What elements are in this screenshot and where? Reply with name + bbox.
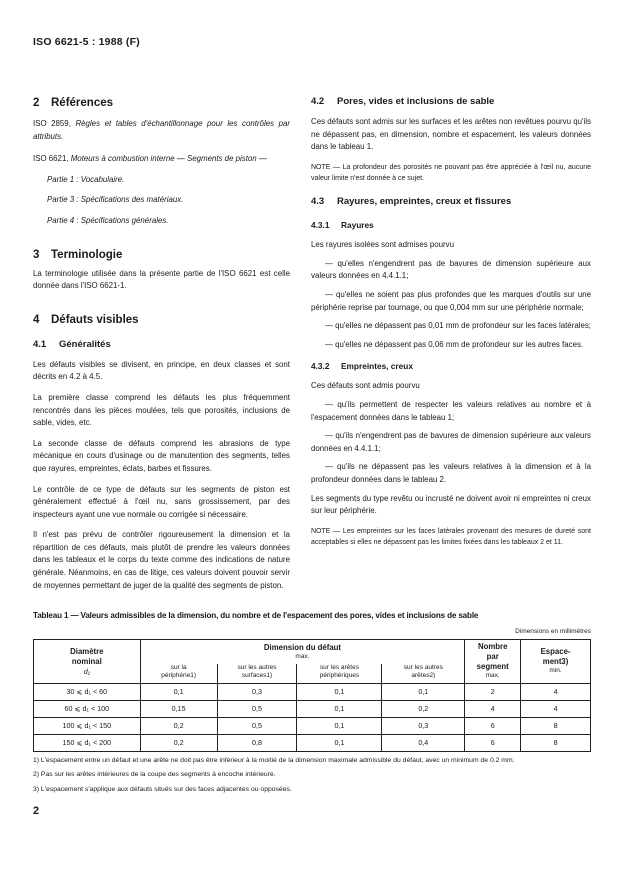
right-column xyxy=(311,96,591,592)
table-cell: 0,8 xyxy=(217,734,297,751)
header-text: segment xyxy=(476,662,509,672)
table-units: Dimensions en millimètres xyxy=(515,628,591,636)
footnote: 3) L'espacement s'applique aux défauts situés sur des faces adjacentes ou opposées. xyxy=(33,785,292,793)
section-title: Pores, vides et inclusions de sable xyxy=(337,96,495,107)
paragraph: Ces défauts sont admis sur les surfaces et les arêtes non revêtues pourvu qu'ils ne dépassent pas, en dimension, nombre et espacement, les valeurs données dans le tableau 1. xyxy=(311,117,591,152)
reference-iso-6621 xyxy=(33,153,290,166)
table-cell: 2 xyxy=(465,683,521,700)
reference-iso-2859 xyxy=(33,118,290,143)
page-number: 2 xyxy=(33,805,40,818)
header-text: par xyxy=(486,652,499,662)
table-cell: 0,3 xyxy=(217,683,297,700)
table-row xyxy=(34,734,591,751)
header-text: d₁ xyxy=(83,667,90,676)
section-heading-generalites xyxy=(33,339,290,351)
table-title: Tableau 1 — Valeurs admissibles de la dimension, du nombre et de l'espacement des pores, vides et inclusions de sable xyxy=(33,611,479,621)
section-title: Terminologie xyxy=(51,248,123,261)
table-cell: 0,2 xyxy=(140,734,217,751)
table-row xyxy=(34,717,591,734)
list-item: — qu'elles ne dépassent pas 0,01 mm de profondeur sur les faces latérales; xyxy=(325,321,591,331)
paragraph: La seconde classe de défauts comprend les abrasions de type mécanique en cours d'usinage ou de manutention des segments, telles que rayures, empreintes, éclats, barbes et fissures. xyxy=(33,438,290,473)
header-text: Diamètre xyxy=(70,647,104,656)
table-cell: 0,3 xyxy=(382,717,465,734)
header-text: ment3) xyxy=(542,657,569,667)
list-item: — qu'elles ne soient pas plus profondes que les marques d'outils sur une périphérie reprise par tournage, ou que 0,004 mm sur une périphérie normale; xyxy=(311,289,591,312)
section-title: Défauts visibles xyxy=(51,313,139,326)
section-number: 4 xyxy=(33,313,40,326)
table-cell: 4 xyxy=(521,683,591,700)
section-number: 4.3 xyxy=(311,196,325,208)
table-header-row xyxy=(34,640,591,664)
note: NOTE — Les empreintes sur les faces latérales provenant des mesures de dureté sont acceptables si elles ne dépassent pas les limites fixées dans les tableaux 2 et 11. xyxy=(311,527,591,546)
section-number: 2 xyxy=(33,97,40,109)
table-cell: 0,4 xyxy=(382,734,465,751)
paragraph: Il n'est pas prévu de contrôler rigoureusement la dimension et la répartition de ces défauts, mais plutôt de prendre les valeurs données dans les tableaux et le corps du texte comme des indications de nature générale. Néanmoins, en cas de litige, ces valeurs doivent pouvoir servir de moyennes permettant de juger de la qualité des segments de piston. xyxy=(33,530,290,590)
section-heading-terminologie xyxy=(33,248,290,262)
header-peripherie: sur la périphérie1) xyxy=(140,664,217,684)
section-title: Rayures xyxy=(341,220,374,231)
table-cell: 0,2 xyxy=(382,700,465,717)
paragraph: Le contrôle de ce type de défauts sur les segments de piston est généralement effectué à l'œil nu, sans grossissement, par des inspecteurs ayant une vue normale ou corrigée si nécessaire. xyxy=(33,484,290,519)
reference-title: Moteurs à combustion interne — Segments de piston — xyxy=(70,154,267,164)
header-text: min. xyxy=(549,667,562,675)
reference-part: Partie 1 : Vocabulaire. xyxy=(47,174,125,184)
paragraph: Les rayures isolées sont admises pourvu xyxy=(311,240,454,250)
table-cell: 0,5 xyxy=(217,717,297,734)
header-text: max. xyxy=(485,672,500,680)
table-cell: 0,5 xyxy=(217,700,297,717)
section-number: 4.2 xyxy=(311,96,325,107)
reference-code: ISO 6621, xyxy=(33,154,69,164)
document-header: ISO 6621-5 : 1988 (F) xyxy=(33,36,140,48)
table-cell: 4 xyxy=(465,700,521,717)
header-autres-aretes: sur les autres arêtes2) xyxy=(382,664,465,684)
header-text: Espace- xyxy=(540,647,571,657)
table-row xyxy=(34,683,591,700)
list-item: — qu'ils permettent de respecter les valeurs relatives au nombre et à l'espacement données dans le tableau 1; xyxy=(311,399,591,422)
reference-part: Partie 4 : Spécifications générales. xyxy=(47,215,169,225)
list-item: — qu'elles n'engendrent pas de bavures de dimension supérieure aux valeurs données en 4.4.1.1; xyxy=(311,258,591,281)
table-cell: 6 xyxy=(465,717,521,734)
table-cell: 0,1 xyxy=(382,683,465,700)
table-cell: 30 ⩽ d₁ < 60 xyxy=(34,683,141,700)
header-espacement xyxy=(521,640,591,684)
header-text: max. xyxy=(295,653,310,661)
section-number: 4.3.1 xyxy=(311,220,330,231)
header-diametre xyxy=(34,640,141,684)
table-cell: 0,15 xyxy=(140,700,217,717)
header-aretes-peripheriques: sur les arêtes périphériques xyxy=(297,664,382,684)
defect-table xyxy=(33,639,591,752)
reference-part: Partie 3 : Spécifications des matériaux. xyxy=(47,195,184,205)
table-section xyxy=(33,610,591,795)
table-cell: 60 ⩽ d₁ < 100 xyxy=(34,700,141,717)
header-text: nominal xyxy=(71,657,102,666)
section-number: 4.1 xyxy=(33,338,47,350)
footnote: 2) Pas sur les arêtes intérieures de la coupe des segments à encoche intérieure. xyxy=(33,771,276,779)
section-heading-defauts-visibles xyxy=(33,313,290,327)
table-row xyxy=(34,700,591,717)
reference-code: ISO 2859, xyxy=(33,119,71,128)
table-cell: 0,1 xyxy=(297,717,382,734)
section-heading-empreintes xyxy=(311,361,591,372)
section-heading-rayures-empreintes xyxy=(311,196,591,208)
paragraph: Les défauts visibles se divisent, en principe, en deux classes et sont décrits en 4.2 à 4.5. xyxy=(33,359,290,382)
table-cell: 4 xyxy=(521,700,591,717)
header-dimension xyxy=(140,640,465,664)
header-text: Dimension du défaut xyxy=(263,643,342,653)
table-cell: 0,1 xyxy=(297,700,382,717)
paragraph: Les segments du type revêtu ou incrusté ne doivent avoir ni empreintes ni creux sur leur périphérie. xyxy=(311,493,591,516)
paragraph: La première classe comprend les défauts les plus fréquemment rencontrés dans les pièces moulées, tels que porosités, inclusions de sable, vides, etc. xyxy=(33,392,290,428)
header-autres-surfaces: sur les autres surfaces1) xyxy=(217,664,297,684)
list-item: — qu'elles ne dépassent pas 0,06 mm de profondeur sur les autres faces. xyxy=(325,339,584,349)
table-cell: 0,2 xyxy=(140,717,217,734)
table-cell: 150 ⩽ d₁ < 200 xyxy=(34,734,141,751)
table-cell: 8 xyxy=(521,717,591,734)
section-title: Généralités xyxy=(59,338,111,350)
left-column xyxy=(33,96,290,592)
table-cell: 0,1 xyxy=(297,734,382,751)
header-nombre xyxy=(465,640,521,684)
table-cell: 100 ⩽ d₁ < 150 xyxy=(34,717,141,734)
note: NOTE — La profondeur des porosités ne pouvant pas être appréciée à l'œil nu, aucune valeur limite n'est donnée à ce sujet. xyxy=(311,163,591,182)
list-item: — qu'ils n'engendrent pas de bavures de dimension supérieure aux valeurs données en 4.4.1.1; xyxy=(311,431,591,453)
section-heading-pores xyxy=(311,96,591,108)
header-text: Nombre xyxy=(477,642,508,652)
section-number: 4.3.2 xyxy=(311,361,330,372)
section-title: Rayures, empreintes, creux et fissures xyxy=(337,196,512,208)
footnote: 1) L'espacement entre un défaut et une arête ne doit pas être inférieur à la moitié de la dimension maximale admissible du défaut, avec un minimum de 0.2 mm. xyxy=(33,756,515,764)
section-heading-references xyxy=(33,96,290,110)
table-cell: 0,1 xyxy=(140,683,217,700)
table-cell: 8 xyxy=(521,734,591,751)
paragraph: La terminologie utilisée dans la présente partie de l'ISO 6621 est celle donnée dans l'ISO 6621-1. xyxy=(33,268,290,291)
section-title: Références xyxy=(51,97,114,109)
paragraph: Ces défauts sont admis pourvu xyxy=(311,381,420,391)
list-item: — qu'ils ne dépassent pas les valeurs relatives à la dimension et à la profondeur données dans le tableau 2. xyxy=(311,462,591,484)
reference-title: Règles et tables d'échantillonnage pour les contrôles par attributs. xyxy=(33,119,290,141)
table-cell: 0,1 xyxy=(297,683,382,700)
section-title: Empreintes, creux xyxy=(341,361,413,372)
two-column-body xyxy=(33,96,591,592)
table-cell: 6 xyxy=(465,734,521,751)
section-number: 3 xyxy=(33,248,40,261)
section-heading-rayures xyxy=(311,220,591,231)
